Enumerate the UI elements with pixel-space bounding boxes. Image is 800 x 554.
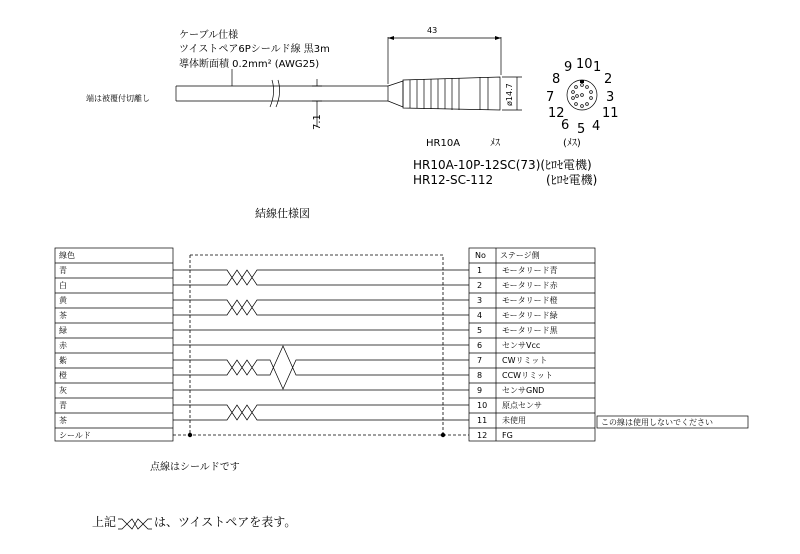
pin-number-8: 8: [552, 72, 561, 87]
wire-color-label: 紫: [59, 356, 67, 365]
pin-number-2: 2: [604, 72, 613, 87]
connector-label: HR10A: [426, 138, 461, 149]
pin-no-cell: 1: [477, 266, 483, 275]
pin-number-6: 6: [561, 118, 570, 133]
pin-no-header: No: [475, 251, 486, 260]
cable-spec-line1: ツイストペア6Pシールド線 黒3m: [179, 44, 330, 55]
pin-number-10: 10: [576, 57, 593, 72]
shield-junction: [188, 433, 192, 437]
stage-side-cell: センサVcc: [502, 341, 541, 350]
connector-body: [403, 77, 500, 110]
jacket-dimension-label: 7.1: [312, 114, 323, 130]
diameter-dimension: [502, 77, 522, 110]
pin-no-cell: 12: [477, 431, 488, 440]
shield-junction: [441, 433, 445, 437]
pin-no-cell: 7: [477, 356, 483, 365]
stage-side-cell: CWリミット: [502, 356, 548, 365]
pin-no-cell: 3: [477, 296, 483, 305]
pin-number-3: 3: [606, 90, 615, 105]
length-dimension: [388, 26, 501, 84]
pin-no-cell: 11: [477, 416, 488, 425]
pin-number-9: 9: [564, 60, 573, 75]
stage-side-cell: モータリード緑: [502, 311, 558, 320]
diameter-dimension-label: ø14.7: [505, 83, 514, 106]
cable-spec-title: ケーブル仕様: [179, 30, 239, 41]
pin-no-cell: 4: [477, 311, 483, 320]
connector-gender: ﾒｽ: [490, 138, 500, 149]
part-number-2-maker: (ﾋﾛｾ電機): [546, 173, 598, 187]
wire-color-label: 緑: [59, 326, 67, 335]
pin-no-cell: 9: [477, 386, 483, 395]
pin-number-5: 5: [577, 122, 586, 137]
pin-number-4: 4: [592, 119, 601, 134]
stage-side-cell: CCWリミット: [502, 371, 553, 380]
wire-color-label: 橙: [59, 371, 67, 380]
pin-no-cell: 6: [477, 341, 483, 350]
stage-side-cell: 原点センサ: [502, 401, 542, 410]
shield-outline: [190, 255, 443, 436]
wiring-title: 結線仕様図: [255, 207, 310, 220]
pin-number-1: 1: [593, 60, 602, 75]
connector-boot: [388, 81, 403, 107]
cable-drawing: [86, 26, 597, 187]
unused-note: [597, 416, 748, 428]
wire-color-label: 青: [59, 266, 67, 275]
wire-color-label: 灰: [59, 386, 67, 395]
pinout-key: [580, 80, 584, 83]
twisted-pair: [173, 270, 469, 285]
stage-side-cell: 未使用: [502, 416, 526, 425]
pinout-gender: (ﾒｽ): [563, 138, 581, 149]
stage-side-cell: センサGND: [502, 386, 545, 395]
wire-color-table: [55, 248, 173, 441]
unused-note-text: この線は使用しないでください: [601, 418, 713, 427]
wires: [173, 270, 469, 437]
pin-number-11: 11: [602, 106, 619, 121]
part-number-2: HR12-SC-112: [413, 173, 494, 187]
cable-break-mark: [270, 80, 280, 107]
stage-side-table: [469, 248, 595, 441]
twisted-pair: [173, 405, 469, 420]
part-number-1: HR10A-10P-12SC(73)(ﾋﾛｾ電機): [413, 158, 592, 172]
stage-side-cell: モータリード青: [502, 266, 558, 275]
jacket-dimension: [312, 79, 323, 130]
wire-color-label: 茶: [59, 311, 67, 320]
twist-symbol: [118, 519, 152, 529]
pinout-outline: [567, 80, 597, 110]
wire-color-label: 青: [59, 401, 67, 410]
cable-spec-line2: 導体断面積 0.2mm² (AWG25): [179, 59, 320, 70]
cable-body: [176, 86, 388, 101]
length-dimension-label: 43: [427, 26, 438, 35]
twist-legend: [92, 514, 296, 529]
pin-no-cell: 2: [477, 281, 483, 290]
twisted-pair: [173, 300, 469, 315]
wire-color-header: 線色: [59, 251, 75, 260]
wire-color-label: 黄: [59, 296, 67, 305]
wire-color-label: シールド: [59, 431, 91, 440]
wire-color-label: 白: [59, 281, 67, 290]
pinout-view: [546, 57, 619, 149]
wire-color-label: 赤: [59, 341, 67, 350]
connector-ribs: [410, 77, 488, 110]
shield-note: 点線はシールドです: [150, 462, 240, 473]
stage-side-cell: モータリード赤: [502, 281, 558, 290]
stage-side-cell: FG: [502, 431, 513, 440]
pin-number-12: 12: [548, 106, 565, 121]
pin-number-7: 7: [546, 90, 555, 105]
stage-side-header: ステージ側: [500, 251, 540, 260]
pin-dots: [572, 84, 593, 108]
stage-side-cell: モータリード橙: [502, 296, 558, 305]
stage-side-cell: モータリード黒: [502, 326, 558, 335]
end-note: 端は被覆付切離し: [86, 94, 150, 103]
twist-note-suffix: は、ツイストペアを表す。: [154, 515, 297, 529]
twisted-pair-crossed: [173, 346, 469, 389]
twist-note-prefix: 上記: [92, 515, 117, 529]
wire-color-label: 茶: [59, 416, 67, 425]
pin-no-cell: 5: [477, 326, 483, 335]
pin-no-cell: 10: [477, 401, 488, 410]
pin-no-cell: 8: [477, 371, 483, 380]
